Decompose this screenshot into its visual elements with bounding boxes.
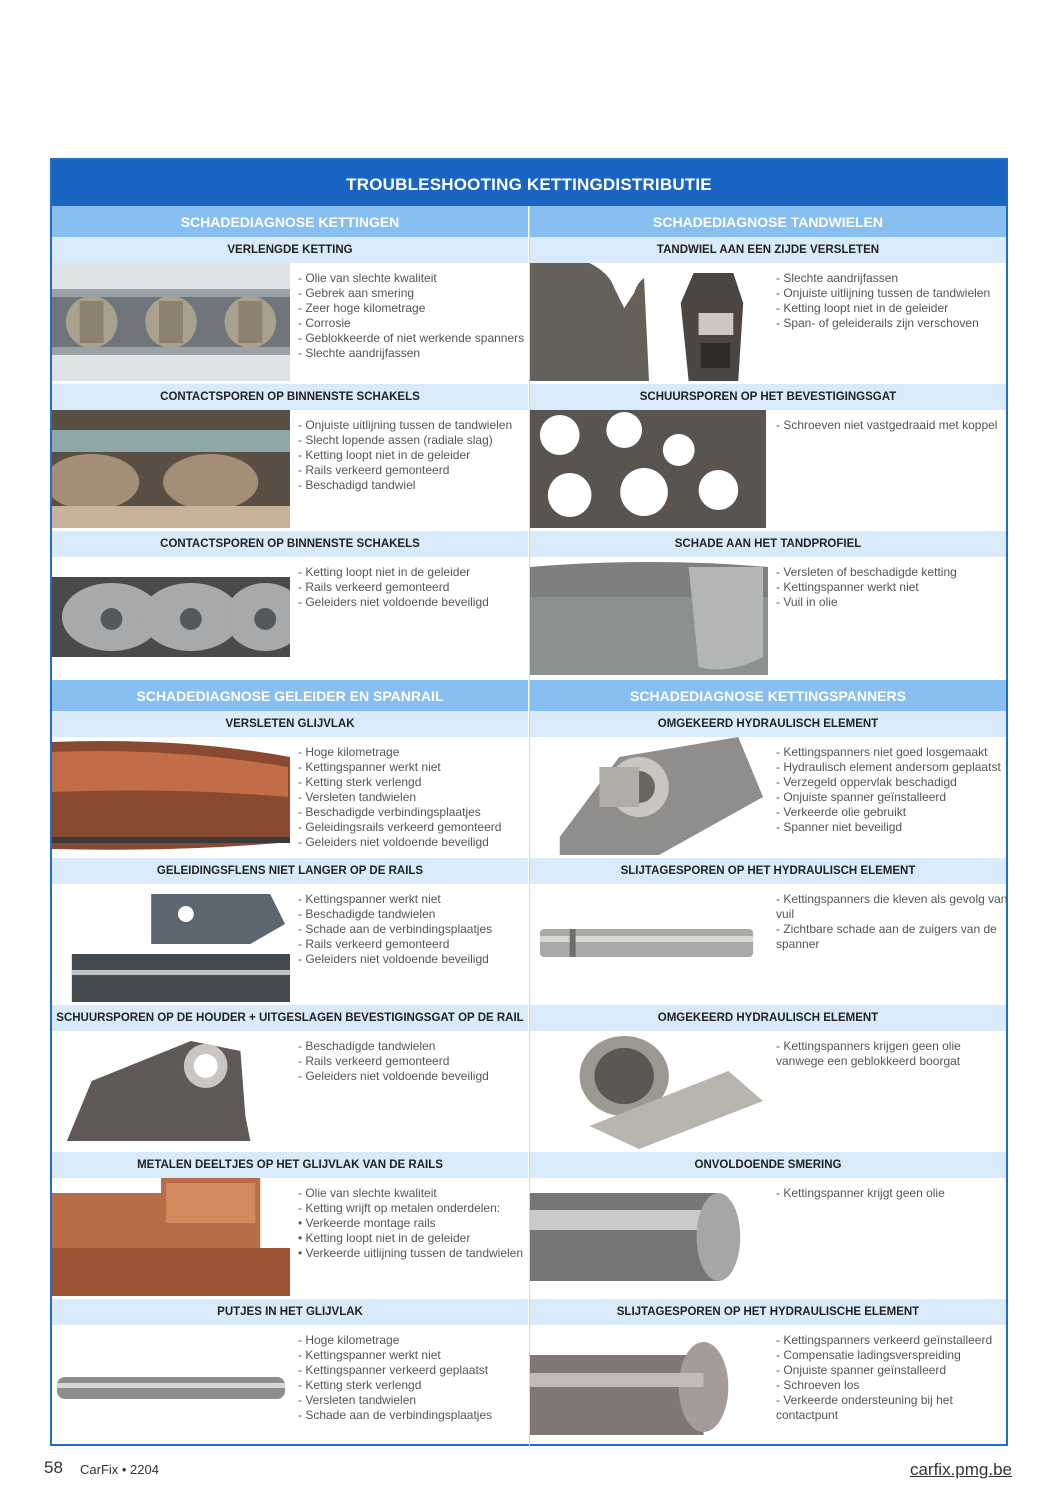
cause-list bbox=[776, 1333, 1002, 1423]
cause-item: - Hydraulisch element andersom geplaatst bbox=[776, 760, 1001, 774]
cause-item: - Kettingspanner krijgt geen olie bbox=[776, 1186, 945, 1200]
cause-item: vanwege een geblokkeerd boorgat bbox=[776, 1054, 961, 1068]
cause-item: - Schroeven los bbox=[776, 1378, 860, 1392]
page-title: TROUBLESHOOTING KETTINGDISTRIBUTIE bbox=[52, 160, 1006, 206]
section-geleider: SCHADEDIAGNOSE GELEIDER EN SPANRAIL bbox=[52, 680, 528, 711]
cause-list bbox=[776, 1039, 1002, 1069]
diagnosis-photo bbox=[530, 263, 768, 381]
cause-list bbox=[298, 418, 524, 493]
cause-list bbox=[298, 745, 524, 850]
diagnosis-heading: SCHUURSPOREN OP DE HOUDER + UITGESLAGEN BEVESTIGINGSGAT OP DE RAIL bbox=[52, 1005, 528, 1031]
cause-item: - Kettingspanner werkt niet bbox=[298, 1348, 441, 1362]
cause-list bbox=[298, 892, 524, 967]
cause-item: - Onjuiste uitlijning tussen de tandwielen bbox=[298, 418, 513, 432]
diagnosis-heading: ONVOLDOENDE SMERING bbox=[530, 1152, 1006, 1178]
cause-item: • Ketting loopt niet in de geleider bbox=[298, 1231, 471, 1245]
cause-item: • Verkeerde montage rails bbox=[298, 1216, 436, 1230]
cause-item: - Kettingspanners niet goed losgemaakt bbox=[776, 745, 988, 759]
cause-item: - Hoge kilometrage bbox=[298, 1333, 400, 1347]
cause-item: - Onjuiste uitlijning tussen de tandwielen bbox=[776, 286, 991, 300]
cause-item: - Ketting sterk verlengd bbox=[298, 1378, 422, 1392]
diagnosis-heading: SCHUURSPOREN OP HET BEVESTIGINGSGAT bbox=[530, 384, 1006, 410]
cause-item: • Verkeerde uitlijning tussen de tandwielen bbox=[298, 1246, 524, 1260]
website-link[interactable]: carfix.pmg.be bbox=[909, 1460, 1012, 1479]
cause-item: - Geleiders niet voldoende beveiligd bbox=[298, 835, 489, 849]
cause-item: - Beschadigde verbindingsplaatjes bbox=[298, 805, 481, 819]
diagnosis-photo bbox=[52, 737, 290, 855]
cause-item: - Slecht lopende assen (radiale slag) bbox=[298, 433, 493, 447]
cause-item: - Rails verkeerd gemonteerd bbox=[298, 463, 450, 477]
diagnosis-heading: VERSLETEN GLIJVLAK bbox=[52, 711, 528, 737]
cause-item: - Versleten tandwielen bbox=[298, 790, 417, 804]
cause-list bbox=[298, 1186, 524, 1261]
cause-list bbox=[776, 565, 1002, 610]
diagnosis-photo bbox=[52, 884, 290, 1002]
cause-item: - Kettingspanners krijgen geen olie bbox=[776, 1039, 961, 1053]
diagnosis-heading: OMGEKEERD HYDRAULISCH ELEMENT bbox=[530, 1005, 1006, 1031]
troubleshooting-sheet bbox=[50, 158, 1008, 1446]
diagnosis-heading: OMGEKEERD HYDRAULISCH ELEMENT bbox=[530, 711, 1006, 737]
cause-item: - Ketting loopt niet in de geleider bbox=[776, 301, 949, 315]
cause-item: - Kettingspanner werkt niet bbox=[298, 760, 441, 774]
cause-item: - Slechte aandrijfassen bbox=[776, 271, 899, 285]
cause-item: contactpunt bbox=[776, 1408, 839, 1422]
magazine-issue: CarFix • 2204 bbox=[80, 1462, 159, 1477]
diagnosis-photo bbox=[52, 263, 290, 381]
diagnosis-heading: SCHADE AAN HET TANDPROFIEL bbox=[530, 531, 1006, 557]
diagnosis-heading: SLIJTAGESPOREN OP HET HYDRAULISCHE ELEMENT bbox=[530, 1299, 1006, 1325]
cause-item: - Geblokkeerde of niet werkende spanners bbox=[298, 331, 525, 345]
cause-item: - Verzegeld oppervlak beschadigd bbox=[776, 775, 957, 789]
cause-list bbox=[298, 271, 524, 361]
cause-item: - Span- of geleiderails zijn verschoven bbox=[776, 316, 979, 330]
diagnosis-photo bbox=[52, 1325, 290, 1443]
cause-item: spanner bbox=[776, 937, 820, 951]
cause-item: - Zichtbare schade aan de zuigers van de bbox=[776, 922, 997, 936]
diagnosis-heading: METALEN DEELTJES OP HET GLIJVLAK VAN DE RAILS bbox=[52, 1152, 528, 1178]
cause-item: - Corrosie bbox=[298, 316, 351, 330]
cause-item: - Olie van slechte kwaliteit bbox=[298, 271, 437, 285]
diagnosis-photo bbox=[52, 1031, 290, 1149]
diagnosis-heading: CONTACTSPOREN OP BINNENSTE SCHAKELS bbox=[52, 531, 528, 557]
cause-item: - Ketting loopt niet in de geleider bbox=[298, 565, 471, 579]
cause-item: - Schroeven niet vastgedraaid met koppel bbox=[776, 418, 998, 432]
cause-item: - Ketting sterk verlengd bbox=[298, 775, 422, 789]
cause-item: - Geleiders niet voldoende beveiligd bbox=[298, 952, 489, 966]
diagnosis-photo bbox=[530, 1325, 768, 1443]
diagnosis-photo bbox=[52, 557, 290, 675]
diagnosis-photo bbox=[530, 557, 768, 675]
cause-item: - Schade aan de verbindingsplaatjes bbox=[298, 922, 493, 936]
cause-list bbox=[776, 745, 1002, 835]
cause-item: - Geleidingsrails verkeerd gemonteerd bbox=[298, 820, 502, 834]
diagnosis-heading: PUTJES IN HET GLIJVLAK bbox=[52, 1299, 528, 1325]
cause-item: - Schade aan de verbindingsplaatjes bbox=[298, 1408, 493, 1422]
cause-item: - Kettingspanner werkt niet bbox=[298, 892, 441, 906]
section-kettingen: SCHADEDIAGNOSE KETTINGEN bbox=[52, 206, 528, 237]
cause-item: - Slechte aandrijfassen bbox=[298, 346, 421, 360]
cause-list bbox=[776, 271, 1002, 331]
cause-item: - Versleten of beschadigde ketting bbox=[776, 565, 957, 579]
cause-list bbox=[776, 892, 1008, 952]
cause-item: - Olie van slechte kwaliteit bbox=[298, 1186, 437, 1200]
diagnosis-heading: SLIJTAGESPOREN OP HET HYDRAULISCH ELEMENT bbox=[530, 858, 1006, 884]
section-kettingspanners: SCHADEDIAGNOSE KETTINGSPANNERS bbox=[530, 680, 1006, 711]
cause-item: - Rails verkeerd gemonteerd bbox=[298, 1054, 450, 1068]
cause-item: - Kettingspanners verkeerd geïnstalleerd bbox=[776, 1333, 993, 1347]
cause-item: - Gebrek aan smering bbox=[298, 286, 415, 300]
diagnosis-photo bbox=[530, 410, 768, 528]
diagnosis-heading: CONTACTSPOREN OP BINNENSTE SCHAKELS bbox=[52, 384, 528, 410]
cause-item: - Vuil in olie bbox=[776, 595, 838, 609]
diagnosis-photo bbox=[530, 737, 768, 855]
cause-item: - Compensatie ladingsverspreiding bbox=[776, 1348, 961, 1362]
cause-item: - Hoge kilometrage bbox=[298, 745, 400, 759]
diagnosis-photo bbox=[530, 884, 768, 1002]
cause-item: - Rails verkeerd gemonteerd bbox=[298, 580, 450, 594]
cause-item: - Rails verkeerd gemonteerd bbox=[298, 937, 450, 951]
cause-item: - Onjuiste spanner geïnstalleerd bbox=[776, 790, 947, 804]
cause-item: - Geleiders niet voldoende beveiligd bbox=[298, 595, 489, 609]
cause-item: - Kettingspanners die kleven als gevolg van bbox=[776, 892, 1008, 906]
cause-item: - Ketting wrijft op metalen onderdelen: bbox=[298, 1201, 501, 1215]
cause-list bbox=[776, 418, 1002, 433]
diagnosis-photo bbox=[530, 1031, 768, 1149]
cause-item: - Spanner niet beveiligd bbox=[776, 820, 903, 834]
cause-item: - Versleten tandwielen bbox=[298, 1393, 417, 1407]
cause-item: - Kettingspanner verkeerd geplaatst bbox=[298, 1363, 489, 1377]
diagnosis-photo bbox=[530, 1178, 768, 1296]
cause-list bbox=[298, 1333, 524, 1423]
cause-item: - Beschadigde tandwielen bbox=[298, 907, 436, 921]
cause-item: - Verkeerde ondersteuning bij het bbox=[776, 1393, 953, 1407]
cause-item: - Verkeerde olie gebruikt bbox=[776, 805, 907, 819]
cause-item: - Zeer hoge kilometrage bbox=[298, 301, 426, 315]
diagnosis-heading: GELEIDINGSFLENS NIET LANGER OP DE RAILS bbox=[52, 858, 528, 884]
cause-item: - Ketting loopt niet in de geleider bbox=[298, 448, 471, 462]
cause-item: vuil bbox=[776, 907, 795, 921]
cause-item: - Onjuiste spanner geïnstalleerd bbox=[776, 1363, 947, 1377]
cause-list bbox=[298, 1039, 524, 1084]
cause-item: - Geleiders niet voldoende beveiligd bbox=[298, 1069, 489, 1083]
cause-item: - Beschadigd tandwiel bbox=[298, 478, 416, 492]
section-tandwielen: SCHADEDIAGNOSE TANDWIELEN bbox=[530, 206, 1006, 237]
cause-list bbox=[298, 565, 524, 610]
diagnosis-heading: TANDWIEL AAN EEN ZIJDE VERSLETEN bbox=[530, 237, 1006, 263]
cause-item: - Kettingspanner werkt niet bbox=[776, 580, 919, 594]
diagnosis-photo bbox=[52, 410, 290, 528]
cause-list bbox=[776, 1186, 1002, 1201]
page-number: 58 bbox=[44, 1458, 63, 1477]
diagnosis-photo bbox=[52, 1178, 290, 1296]
diagnosis-heading: VERLENGDE KETTING bbox=[52, 237, 528, 263]
cause-item: - Beschadigde tandwielen bbox=[298, 1039, 436, 1053]
